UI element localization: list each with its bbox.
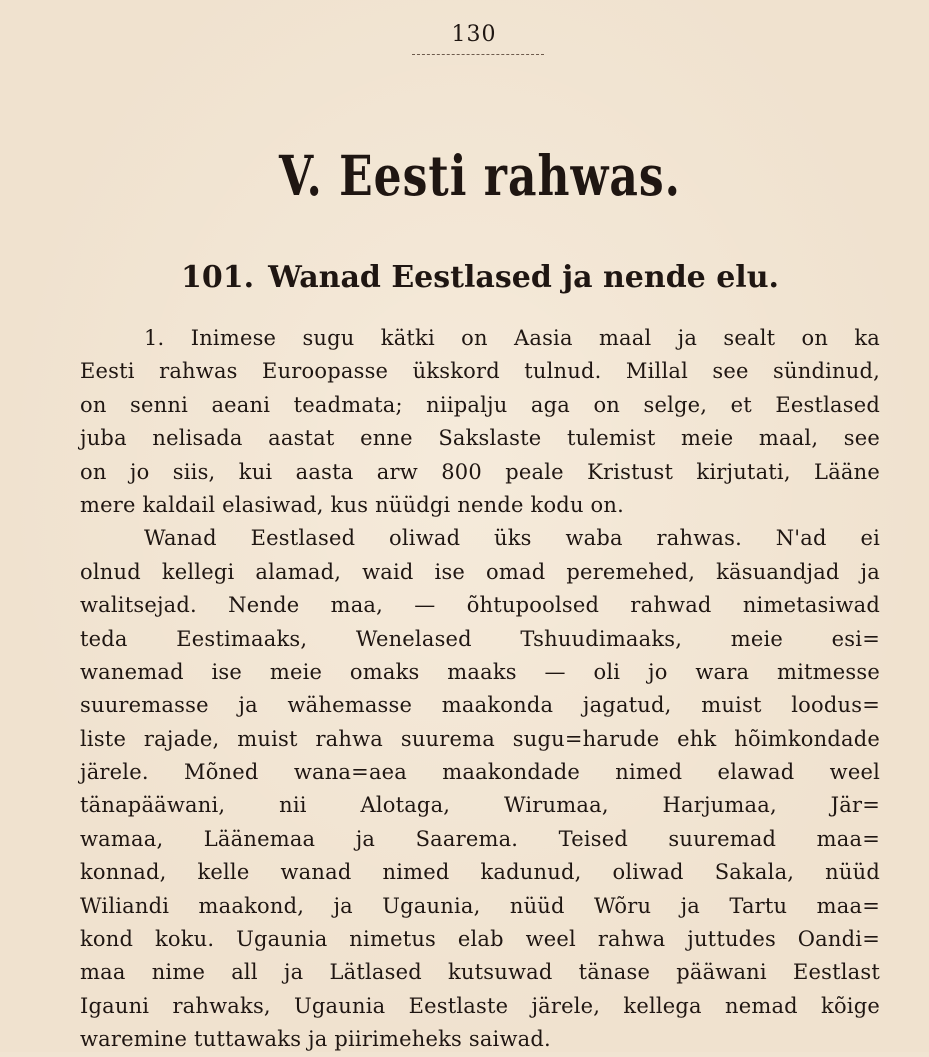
text-line: mere kaldail elasiwad, kus nüüdgi nende kodu on. <box>80 492 624 517</box>
text-line: kond koku. Ugaunia nimetus elab weel rahwa juttudes Oandi= <box>80 927 880 952</box>
text-line: järele. Mõned wana=aea maakondade nimed elawad weel <box>80 760 880 785</box>
body-text <box>80 322 880 1057</box>
chapter-title: V. Eesti rahwas. <box>279 145 681 209</box>
text-line: Igauni rahwaks, Ugaunia Eestlaste järele, kellega nemad kõige <box>80 993 880 1018</box>
text-line: tänapääwani, nii Alotaga, Wirumaa, Harjumaa, Jär= <box>80 793 880 818</box>
text-line: Wanad Eestlased oliwad üks waba rahwas. N'ad ei <box>144 526 880 551</box>
section-heading <box>0 260 929 295</box>
page-number: 130 <box>451 22 497 47</box>
text-line: wamaa, Läänemaa ja Saarema. Teised suuremad maa= <box>80 826 880 851</box>
text-line: maa nime all ja Lätlased kutsuwad tänase pääwani Eestlast <box>80 960 880 985</box>
text-line: konnad, kelle wanad nimed kadunud, oliwad Sakala, nüüd <box>80 860 880 885</box>
text-line: olnud kellegi alamad, waid ise omad peremehed, käsuandjad ja <box>80 559 880 584</box>
text-line: on senni aeani teadmata; niipalju aga on selge, et Eestlased <box>80 392 880 417</box>
section-title: Wanad Eestlased ja nende elu. <box>268 260 779 295</box>
text-line: Eesti rahwas Euroopasse ükskord tulnud. Millal see sündinud, <box>80 359 880 384</box>
section-number: 101. <box>181 260 255 295</box>
text-line: teda Eestimaaks, Wenelased Tshuudimaaks, meie esi= <box>80 626 880 651</box>
text-line: 1. Inimese sugu kätki on Aasia maal ja sealt on ka <box>144 326 880 350</box>
text-line: on jo siis, kui aasta arw 800 peale Kristust kirjutati, Lääne <box>80 459 880 484</box>
header-rule <box>412 54 544 55</box>
text-line: waremine tuttawaks ja piirimeheks saiwad. <box>80 1027 551 1052</box>
text-line: juba nelisada aastat enne Sakslaste tulemist meie maal, see <box>80 426 880 451</box>
text-line: liste rajade, muist rahwa suurema sugu=harude ehk hõimkondade <box>80 726 880 751</box>
text-line: wanemad ise meie omaks maaks — oli jo wara mitmesse <box>80 659 880 684</box>
text-line: Wiliandi maakond, ja Ugaunia, nüüd Wõru ja Tartu maa= <box>80 893 880 918</box>
text-line: walitsejad. Nende maa, — õhtupoolsed rahwad nimetasiwad <box>80 593 880 618</box>
text-line: suuremasse ja wähemasse maakonda jagatud, muist loodus= <box>80 693 880 718</box>
